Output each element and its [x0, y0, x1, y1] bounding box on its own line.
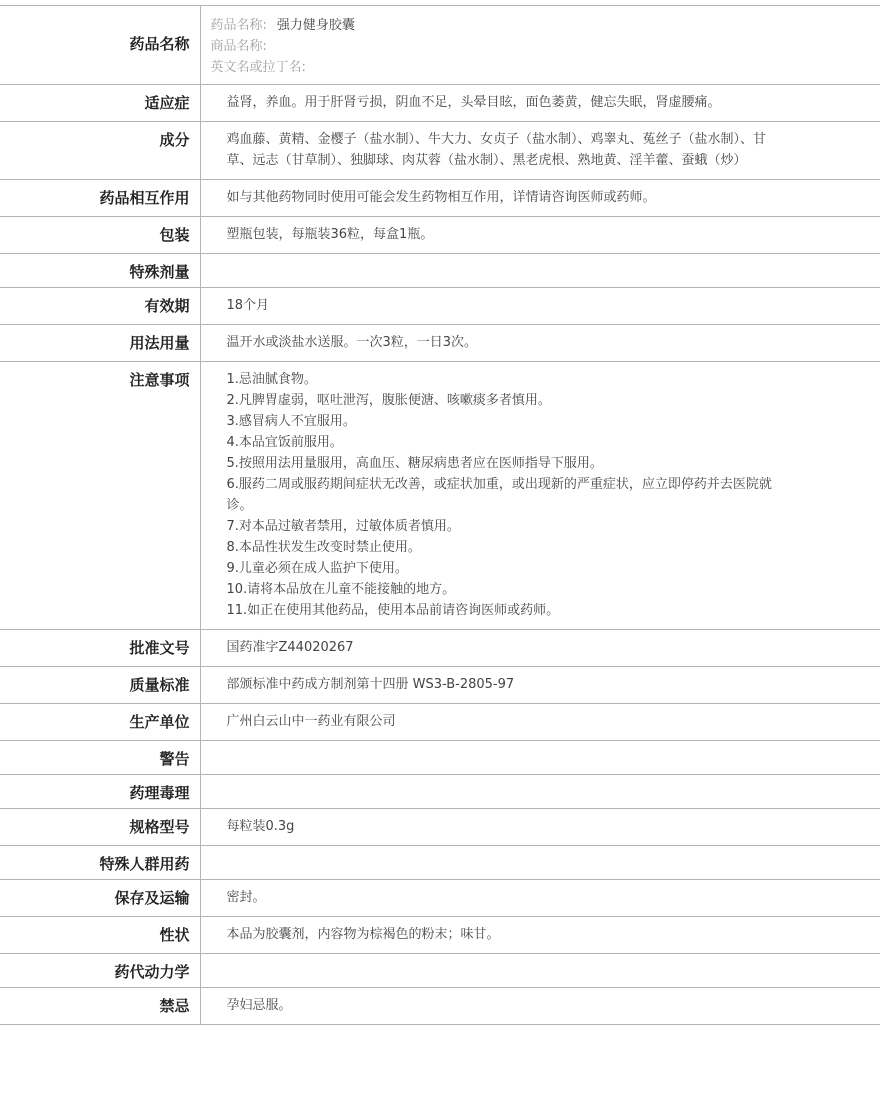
row-value: 部颁标准中药成方制剂第十四册 WS3-B-2805-97 [200, 667, 880, 704]
row-interactions [0, 180, 880, 217]
english-name-line [211, 57, 861, 78]
row-specification [0, 809, 880, 846]
row-value: 如与其他药物同时使用可能会发生药物相互作用，详情请咨询医师或药师。 [200, 180, 880, 217]
precaution-item: 11.如正在使用其他药品，使用本品前请咨询医师或药师。 [226, 603, 560, 618]
row-label: 用法用量 [0, 325, 200, 362]
row-value: 密封。 [200, 880, 880, 917]
row-usage [0, 325, 880, 362]
row-value [200, 741, 880, 775]
precaution-item: 1.忌油腻食物。 [226, 372, 317, 387]
row-special-dosage [0, 254, 880, 288]
row-label: 质量标准 [0, 667, 200, 704]
row-value: 18个月 [200, 288, 880, 325]
precautions-list [200, 362, 880, 630]
row-label: 禁忌 [0, 988, 200, 1025]
generic-name-value: 强力健身胶囊 [276, 18, 355, 33]
precaution-item: 3.感冒病人不宜服用。 [226, 414, 356, 429]
precaution-item: 7.对本品过敏者禁用，过敏体质者慎用。 [226, 519, 460, 534]
row-value: 温开水或淡盐水送服。一次3粒，一日3次。 [200, 325, 880, 362]
row-label: 特殊剂量 [0, 254, 200, 288]
row-value: 每粒装0.3g [200, 809, 880, 846]
precaution-item: 6.服药二周或服药期间症状无改善，或症状加重，或出现新的严重症状，应立即停药并去医院就诊。 [226, 477, 772, 513]
row-label: 药品相互作用 [0, 180, 200, 217]
precaution-item: 9.儿童必须在成人监护下使用。 [226, 561, 408, 576]
row-manufacturer [0, 704, 880, 741]
row-label: 包装 [0, 217, 200, 254]
row-approval [0, 630, 880, 667]
row-value [200, 775, 880, 809]
row-value: 国药准字Z44020267 [200, 630, 880, 667]
row-toxicology [0, 775, 880, 809]
generic-name-key: 药品名称: [210, 18, 267, 33]
trade-name-key: 商品名称: [210, 39, 267, 54]
precaution-item: 4.本品宜饭前服用。 [226, 435, 343, 450]
row-value [200, 254, 880, 288]
row-label: 药品名称 [0, 6, 200, 85]
row-value: 鸡血藤、黄精、金樱子（盐水制）、牛大力、女贞子（盐水制）、鸡睾丸、菟丝子（盐水制）、甘草、远志（甘草制）、独脚球、肉苁蓉（盐水制）、黑老虎根、熟地黄、淫羊藿、蚕蛾（炒） [200, 122, 880, 180]
trade-name-line [211, 36, 861, 57]
row-description [0, 917, 880, 954]
row-label: 批准文号 [0, 630, 200, 667]
row-value: 益肾，养血。用于肝肾亏损，阴血不足，头晕目眩，面色萎黄，健忘失眠，肾虚腰痛。 [200, 85, 880, 122]
row-precautions [0, 362, 880, 630]
row-packaging [0, 217, 880, 254]
row-value: 孕妇忌服。 [200, 988, 880, 1025]
row-label: 注意事项 [0, 362, 200, 630]
row-storage [0, 880, 880, 917]
english-name-key: 英文名或拉丁名: [210, 60, 306, 75]
row-pharmacokinetics [0, 954, 880, 988]
row-label: 药代动力学 [0, 954, 200, 988]
row-indications [0, 85, 880, 122]
generic-name-line [211, 15, 861, 36]
row-drug-name [0, 6, 880, 85]
row-value: 广州白云山中一药业有限公司 [200, 704, 880, 741]
row-label: 性状 [0, 917, 200, 954]
row-warning [0, 741, 880, 775]
row-contraindications [0, 988, 880, 1025]
row-special-population [0, 846, 880, 880]
row-label: 成分 [0, 122, 200, 180]
row-expiry [0, 288, 880, 325]
drug-spec-table [0, 5, 880, 1025]
row-label: 特殊人群用药 [0, 846, 200, 880]
row-value [200, 846, 880, 880]
row-label: 有效期 [0, 288, 200, 325]
row-label: 适应症 [0, 85, 200, 122]
precaution-item: 8.本品性状发生改变时禁止使用。 [226, 540, 421, 555]
row-value: 本品为胶囊剂，内容物为棕褐色的粉末；味甘。 [200, 917, 880, 954]
row-standard [0, 667, 880, 704]
row-value [200, 954, 880, 988]
row-label: 生产单位 [0, 704, 200, 741]
row-ingredients [0, 122, 880, 180]
precaution-item: 10.请将本品放在儿童不能接触的地方。 [226, 582, 456, 597]
row-label: 警告 [0, 741, 200, 775]
row-label: 规格型号 [0, 809, 200, 846]
row-label: 药理毒理 [0, 775, 200, 809]
precaution-item: 2.凡脾胃虚弱，呕吐泄泻，腹胀便溏、咳嗽痰多者慎用。 [226, 393, 551, 408]
drug-name-cell [200, 6, 880, 85]
precaution-item: 5.按照用法用量服用，高血压、糖尿病患者应在医师指导下服用。 [226, 456, 603, 471]
row-value: 塑瓶包装，每瓶装36粒，每盒1瓶。 [200, 217, 880, 254]
row-label: 保存及运输 [0, 880, 200, 917]
